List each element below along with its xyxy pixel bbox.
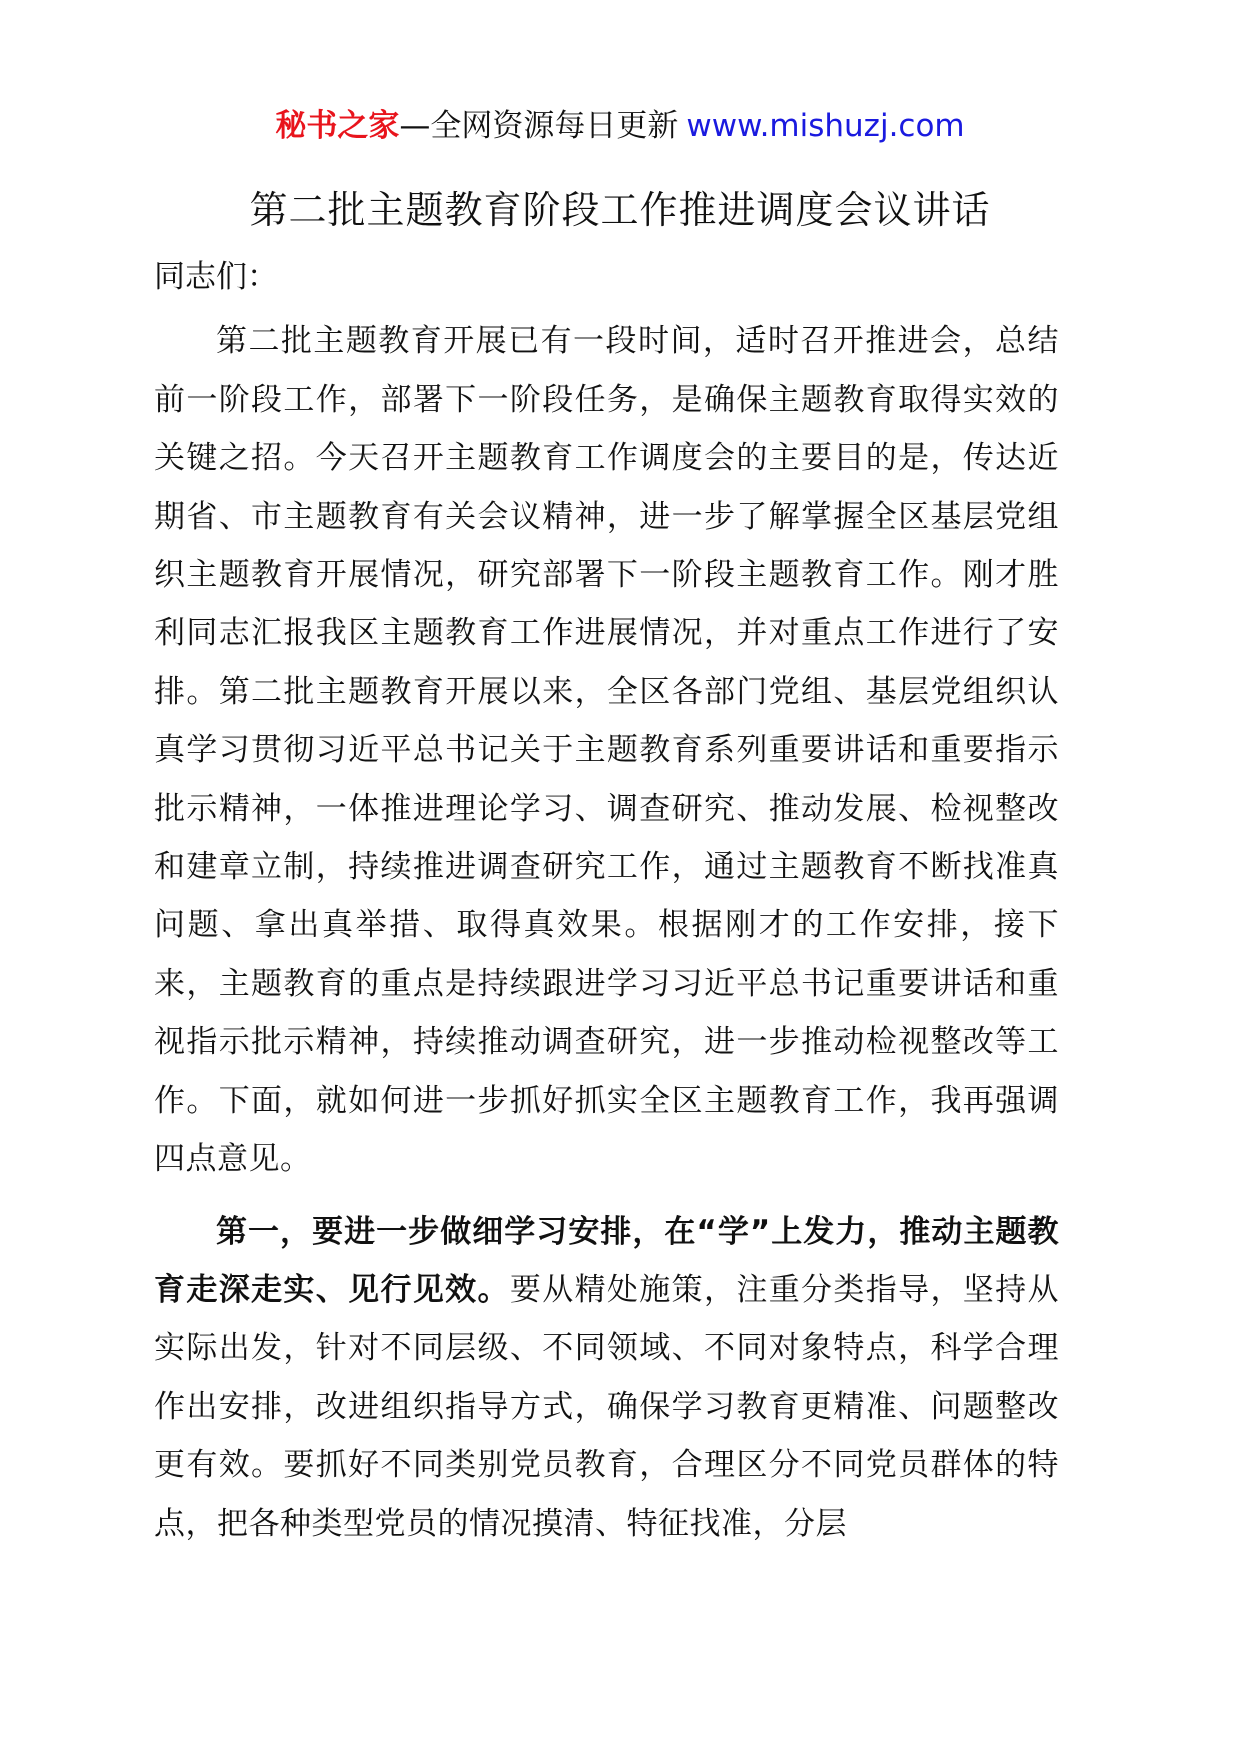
site-header [0, 96, 1240, 156]
document-body [154, 248, 1059, 1553]
paragraph-point-one [154, 1203, 1059, 1553]
site-url-link[interactable]: www.mishuzj.com [686, 108, 965, 144]
header-tagline: —全网资源每日更新 [399, 108, 679, 144]
salutation: 同志们： [154, 259, 278, 295]
document-title: 第二批主题教育阶段工作推进调度会议讲话 [249, 188, 991, 232]
paragraph-intro: 第二批主题教育开展已有一段时间，适时召开推进会，总结前一阶段工作，部署下一阶段任务，是确保主题教育取得实效的关键之招。今天召开主题教育工作调度会的主要目的是，传达近期省、市主题教育有关会议精神，进一步了解掌握全区基层党组织主题教育开展情况，研究部署下一阶段主题教育工作。刚才胜利同志汇报我区主题教育工作进展情况，并对重点工作进行了安排。第二批主题教育开展以来，全区各部门党组、基层党组织认真学习贯彻习近平总书记关于主题教育系列重要讲话和重要指示批示精神，一体推进理论学习、调查研究、推动发展、检视整改和建章立制，持续推进调查研究工作，通过主题教育不断找准真问题、拿出真举措、取得真效果。根据刚才的工作安排，接下来，主题教育的重点是持续跟进学习习近平总书记重要讲话和重视指示批示精神，持续推动调查研究，进一步推动检视整改等工作。下面，就如何进一步抓好抓实全区主题教育工作，我再强调四点意见。 [154, 323, 1059, 1178]
paragraph-point-one-heading: 第一，要进一步做细学习安排，在“学”上发力，推动主题教育走深走实、见行见效。 [154, 1213, 1059, 1308]
brand-name: 秘书之家 [275, 108, 400, 144]
paragraph-point-one-text: 要从精处施策，注重分类指导，坚持从实际出发，针对不同层级、不同领域、不同对象特点，科学合理作出安排，改进组织指导方式，确保学习教育更精准、问题整改更有效。要抓好不同类别党员教育，合理区分不同党员群体的特点，把各种类型党员的情况摸清、特征找准，分层 [154, 1271, 1060, 1542]
